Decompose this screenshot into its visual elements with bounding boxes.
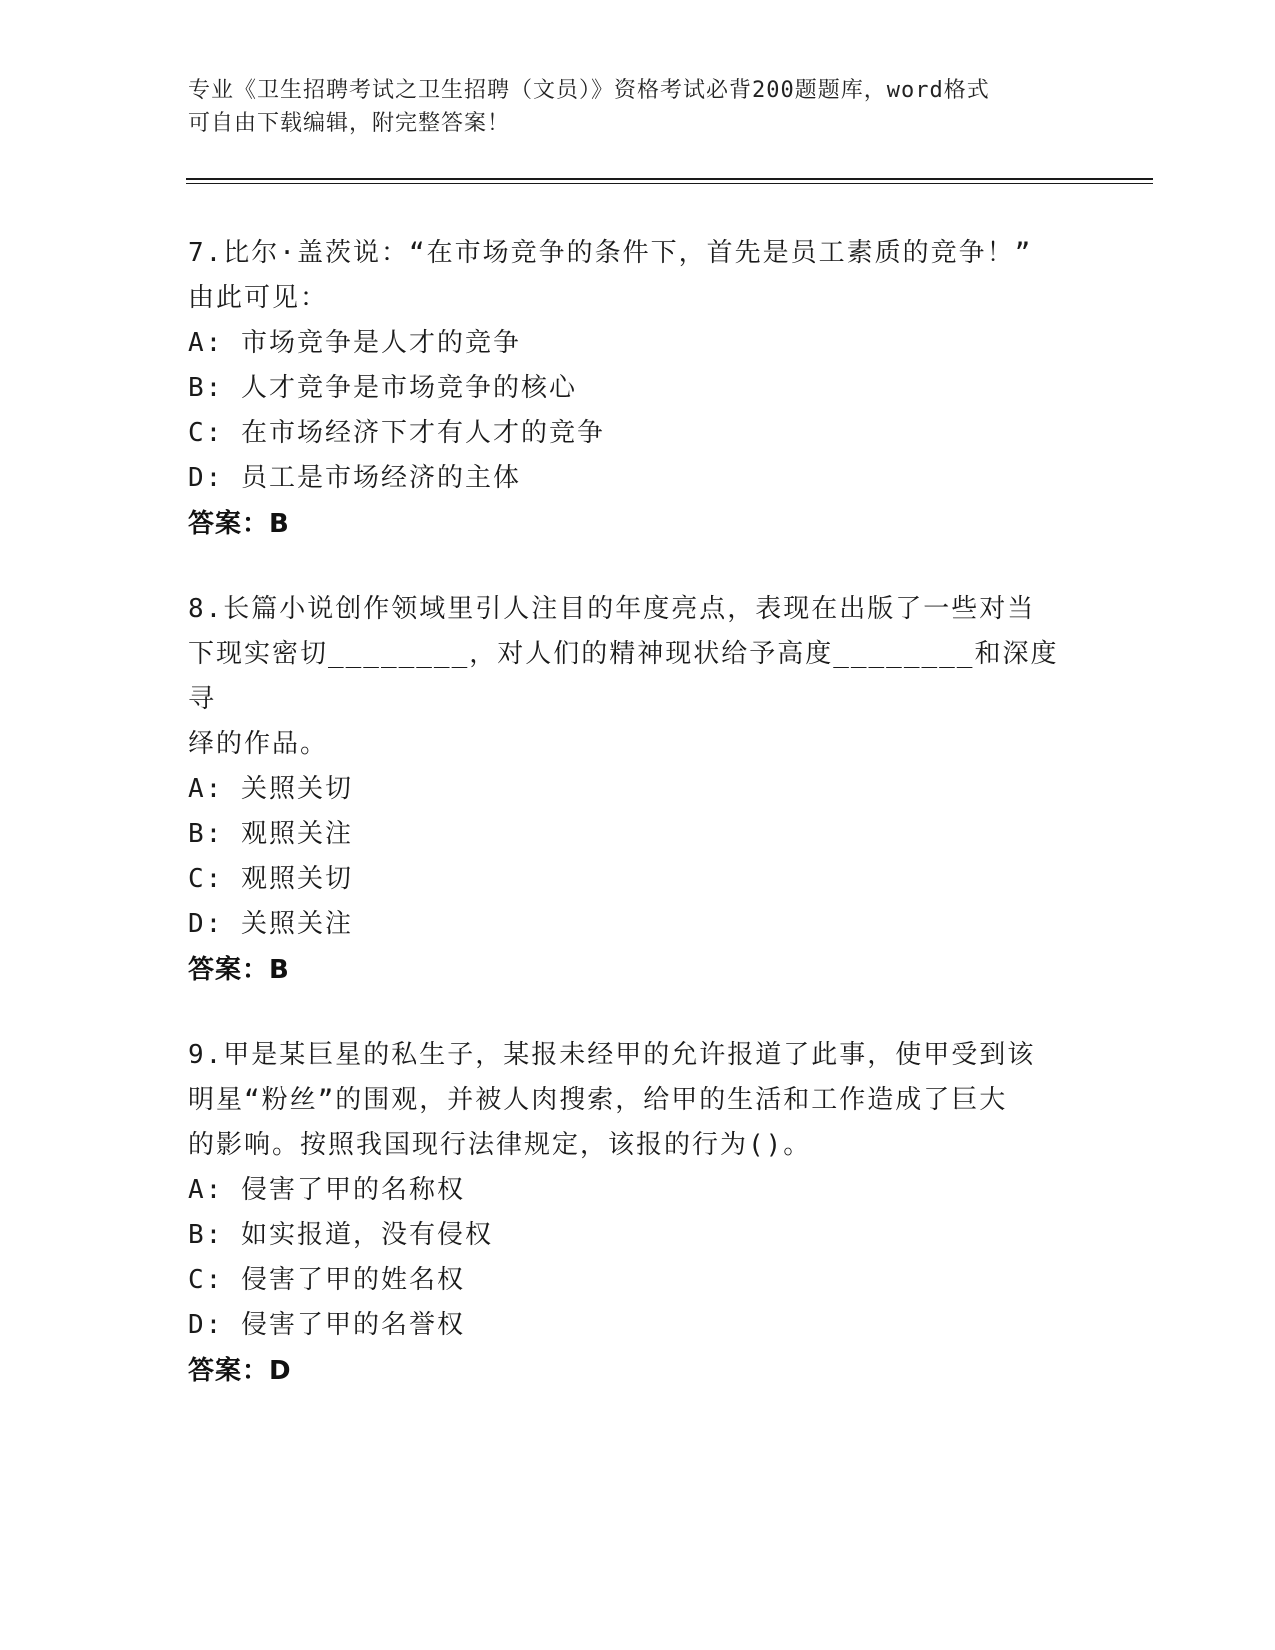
option-a: A: 侵害了甲的名称权 (188, 1175, 465, 1205)
option-b: B: 观照关注 (188, 819, 353, 849)
stem-line: 8.长篇小说创作领域里引人注目的年度亮点，表现在出版了一些对当 (188, 594, 1036, 624)
answer-line (188, 947, 1068, 993)
option-c: C: 在市场经济下才有人才的竞争 (188, 418, 605, 448)
option-a: A: 市场竞争是人才的竞争 (188, 328, 521, 358)
answer-value: B (269, 509, 290, 539)
answer-label: 答案： (188, 1356, 270, 1386)
option-c: C: 侵害了甲的姓名权 (188, 1265, 465, 1295)
question-9 (188, 1033, 1068, 1394)
option-c: C: 观照关切 (188, 864, 353, 894)
question-stem (188, 231, 1068, 321)
stem-line: 9.甲是某巨星的私生子，某报未经甲的允许报道了此事，使甲受到该 (188, 1040, 1036, 1070)
option-d: D: 侵害了甲的名誉权 (188, 1310, 465, 1340)
document-header (188, 74, 1068, 140)
stem-line: 绎的作品。 (188, 729, 329, 759)
header-rule-thin (186, 183, 1153, 184)
answer-value: D (269, 1356, 292, 1386)
option-d: D: 员工是市场经济的主体 (188, 463, 521, 493)
header-rule-thick (186, 178, 1153, 180)
answer-line (188, 1348, 1068, 1394)
header-line-2: 可自由下载编辑，附完整答案！ (188, 111, 511, 136)
question-8 (188, 587, 1068, 993)
stem-line: 下现实密切________，对人们的精神现状给予高度________和深度寻 (188, 639, 1059, 714)
question-7 (188, 231, 1068, 547)
question-stem (188, 587, 1068, 767)
answer-label: 答案： (188, 955, 270, 985)
stem-line: 明星“粉丝”的围观，并被人肉搜索，给甲的生活和工作造成了巨大 (188, 1085, 1008, 1115)
header-line-1: 专业《卫生招聘考试之卫生招聘（文员）》资格考试必背200题题库，word格式 (188, 78, 990, 103)
option-a: A: 关照关切 (188, 774, 353, 804)
question-list (188, 231, 1068, 1434)
option-b: B: 如实报道，没有侵权 (188, 1220, 493, 1250)
stem-line: 7.比尔·盖茨说：“在市场竞争的条件下，首先是员工素质的竞争！” (188, 238, 1033, 268)
stem-line: 由此可见： (188, 283, 329, 313)
answer-label: 答案： (188, 509, 270, 539)
stem-line: 的影响。按照我国现行法律规定，该报的行为()。 (188, 1130, 812, 1160)
option-b: B: 人才竞争是市场竞争的核心 (188, 373, 577, 403)
answer-line (188, 501, 1068, 547)
answer-value: B (269, 955, 290, 985)
question-stem (188, 1033, 1068, 1168)
option-d: D: 关照关注 (188, 909, 353, 939)
